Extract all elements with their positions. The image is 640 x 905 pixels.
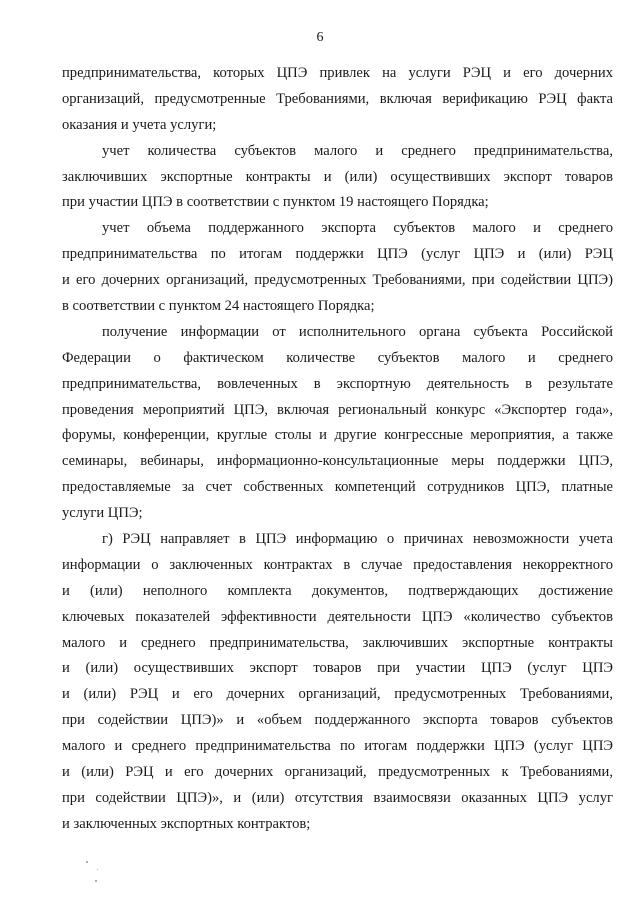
text-line: учет количества субъектов малого и среднего предпринимательства, [102, 142, 613, 159]
paragraph-item-g [62, 527, 613, 838]
text-line: проведения мероприятий ЦПЭ, включая региональный конкурс «Экспортер года», [62, 401, 613, 418]
text-line: и заключенных экспортных контрактов; [62, 815, 311, 832]
text-line: в соответствии с пунктом 24 настоящего Порядка; [62, 298, 375, 315]
text-line: ключевых показателей эффективности деятельности ЦПЭ «количество субъектов [62, 608, 613, 625]
text-line: информации о заключенных контрактах в случае предоставления некорректного [62, 556, 613, 573]
text-line: малого и среднего предпринимательства по итогам поддержки ЦПЭ (услуг ЦПЭ [62, 738, 613, 755]
text-line: получение информации от исполнительного органа субъекта Российской [102, 323, 613, 340]
text-line: семинары, вебинары, информационно-консультационные меры поддержки ЦПЭ, [62, 453, 613, 470]
text-line: при участии ЦПЭ в соответствии с пунктом 19 настоящего Порядка; [62, 194, 489, 211]
scan-speck [86, 861, 88, 863]
text-line: при содействии ЦПЭ)», и (или) отсутствия взаимосвязи оказанных ЦПЭ услуг [62, 789, 613, 806]
text-line: и его дочерних организаций, предусмотренных Требованиями, при содействии ЦПЭ) [62, 272, 613, 289]
text-line: оказания и учета услуги; [62, 116, 217, 133]
text-line: и (или) РЭЦ и его дочерних организаций, предусмотренных к Требованиями, [62, 764, 613, 781]
text-line: организаций, предусмотренные Требованиями, включая верификацию РЭЦ факта [62, 90, 613, 107]
paragraph-export-contracts-count [62, 139, 613, 217]
text-line: г) РЭЦ направляет в ЦПЭ информацию о причинах невозможности учета [102, 531, 613, 548]
paragraph-continuation [62, 61, 613, 139]
scan-speck [97, 869, 98, 870]
page-number: 6 [316, 30, 324, 45]
text-line: предпринимательства, вовлеченных в экспортную деятельность в результате [62, 375, 613, 392]
text-line: предоставляемые за счет собственных компетенций сотрудников ЦПЭ, платные [62, 479, 613, 496]
text-line: заключивших экспортные контракты и (или) осуществивших экспорт товаров [62, 168, 613, 185]
text-line: услуги ЦПЭ; [62, 505, 143, 522]
paragraph-export-volume [62, 216, 613, 320]
text-line: и (или) неполного комплекта документов, подтверждающих достижение [62, 582, 613, 599]
text-line: форумы, конференции, круглые столы и другие конгрессные мероприятия, а также [62, 427, 613, 444]
scan-speck [95, 880, 97, 882]
text-line: учет объема поддержанного экспорта субъектов малого и среднего [102, 220, 613, 237]
text-line: и (или) РЭЦ и его дочерних организаций, предусмотренных Требованиями, [62, 686, 613, 703]
text-line: предпринимательства, которых ЦПЭ привлек на услуги РЭЦ и его дочерних [62, 65, 613, 81]
text-line: Федерации о фактическом количестве субъектов малого и среднего [62, 349, 613, 366]
text-line: и (или) осуществивших экспорт товаров при участии ЦПЭ (услуг ЦПЭ [62, 660, 613, 677]
document-body [62, 61, 613, 838]
text-line: при содействии ЦПЭ)» и «объем поддержанного экспорта товаров субъектов [62, 712, 613, 729]
paragraph-information-request [62, 320, 613, 527]
text-line: малого и среднего предпринимательства, заключивших экспортные контракты [62, 634, 613, 651]
text-line: предпринимательства по итогам поддержки ЦПЭ (услуг ЦПЭ и (или) РЭЦ [62, 246, 613, 263]
